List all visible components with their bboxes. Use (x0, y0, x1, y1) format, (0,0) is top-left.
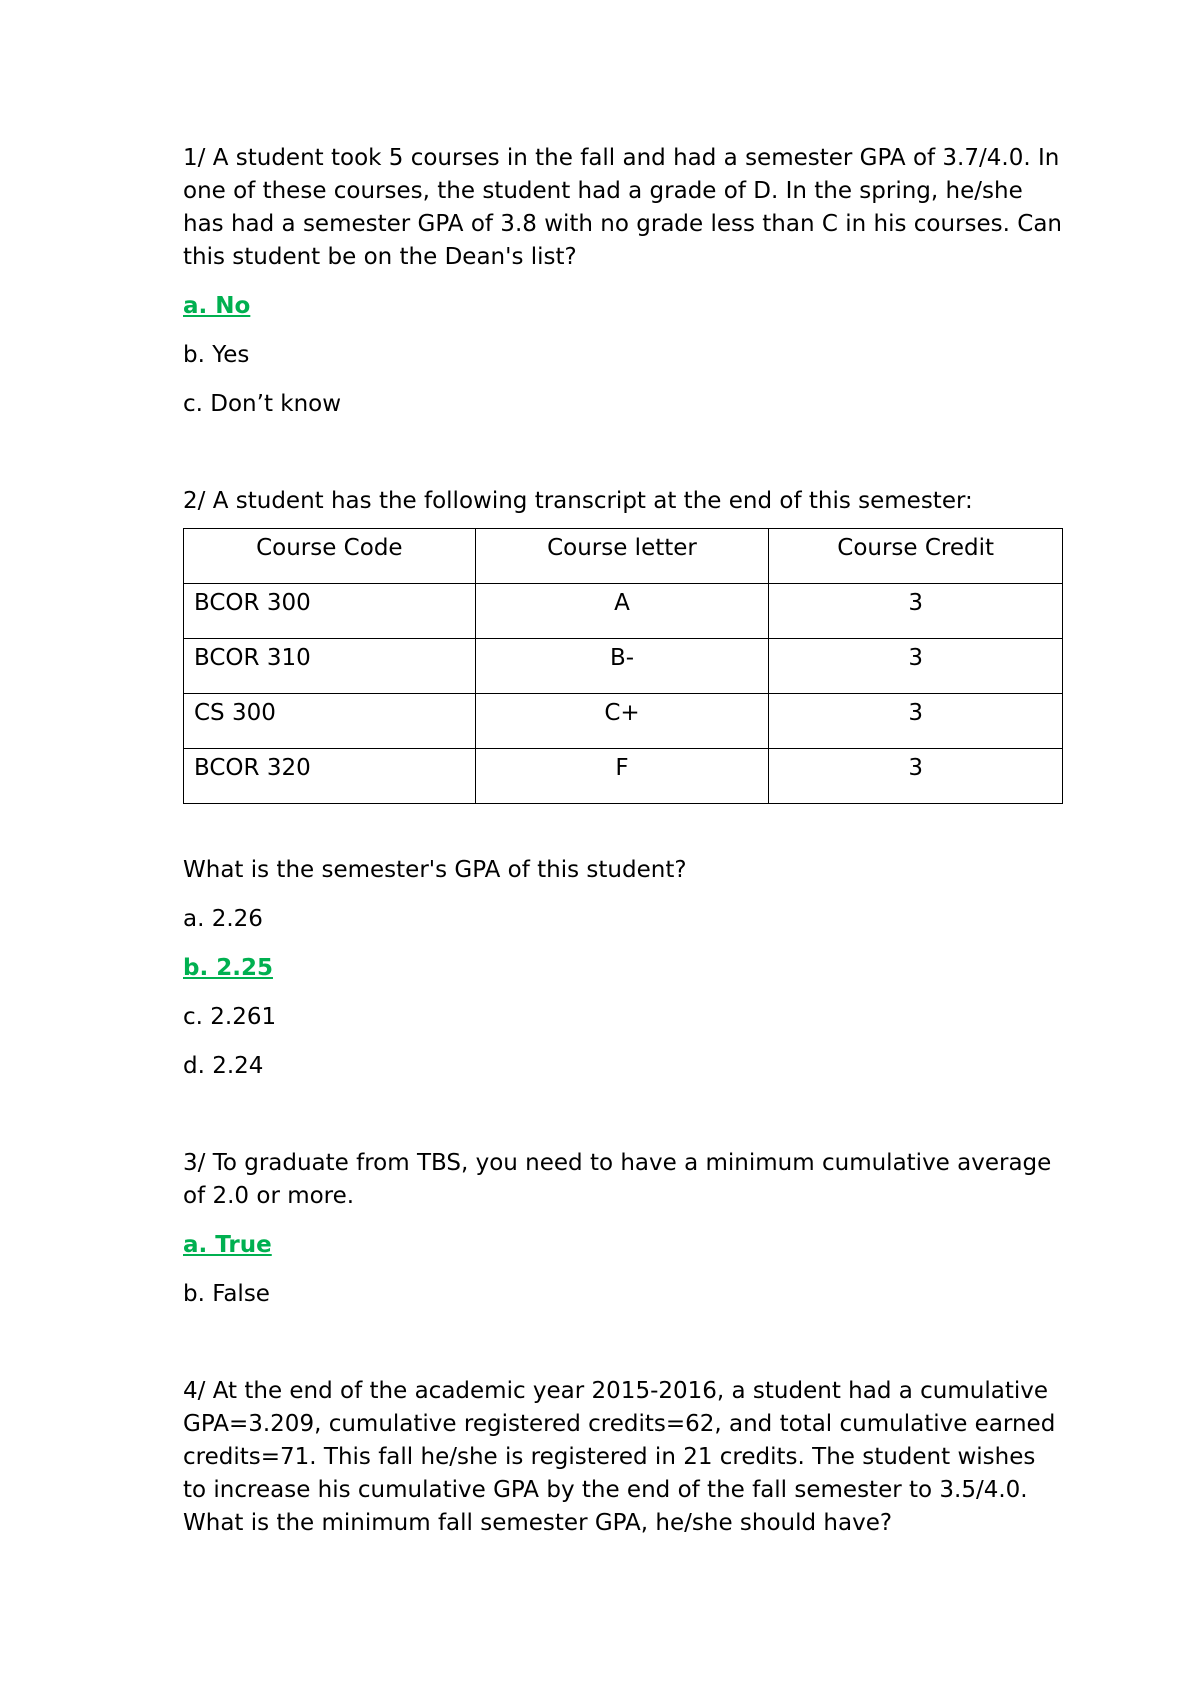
table-row (184, 749, 1063, 804)
q1-option-a: a. No (183, 293, 251, 319)
q3-option-a: a. True (183, 1232, 272, 1258)
cell-course-credit: 3 (769, 584, 1063, 639)
question-1-text: 1/ A student took 5 courses in the fall and had a semester GPA of 3.7/4.0. In one of these courses, the student had a grade of D. In the spring, he/she has had a semester GPA of 3.8 with no grade less than C in his courses. Can this student be on the Dean's list? (183, 145, 1062, 270)
header-course-credit: Course Credit (769, 529, 1063, 584)
cell-course-credit: 3 (769, 694, 1063, 749)
q1-option-b: b. Yes (183, 342, 250, 368)
cell-course-letter: F (475, 749, 769, 804)
header-course-code: Course Code (184, 529, 476, 584)
question-3-text: 3/ To graduate from TBS, you need to have a minimum cumulative average of 2.0 or more. (183, 1150, 1052, 1209)
cell-course-code: BCOR 300 (184, 584, 476, 639)
question-2-followup: What is the semester's GPA of this student? (183, 857, 687, 883)
question-4-text: 4/ At the end of the academic year 2015-2016, a student had a cumulative GPA=3.209, cumulative registered credits=62, and total cumulative earned credits=71. This fall he/she is registered in 21 credits. The student wishes to increase his cumulative GPA by the end of the fall semester to 3.5/4.0. What is the minimum fall semester GPA, he/she should have? (183, 1378, 1056, 1536)
cell-course-code: CS 300 (184, 694, 476, 749)
q1-option-c: c. Don’t know (183, 391, 342, 417)
cell-course-letter: A (475, 584, 769, 639)
spacer (183, 1099, 1063, 1147)
cell-course-credit: 3 (769, 749, 1063, 804)
spacer (183, 1327, 1063, 1375)
table-row (184, 639, 1063, 694)
q2-option-a: a. 2.26 (183, 906, 263, 932)
header-course-letter: Course letter (475, 529, 769, 584)
transcript-table (183, 528, 1063, 804)
question-2-text: 2/ A student has the following transcript at the end of this semester: (183, 488, 973, 514)
cell-course-credit: 3 (769, 639, 1063, 694)
cell-course-letter: C+ (475, 694, 769, 749)
q2-option-c: c. 2.261 (183, 1004, 277, 1030)
cell-course-code: BCOR 310 (184, 639, 476, 694)
table-row (184, 694, 1063, 749)
spacer (183, 437, 1063, 485)
q2-option-d: d. 2.24 (183, 1053, 264, 1079)
table-row (184, 584, 1063, 639)
cell-course-code: BCOR 320 (184, 749, 476, 804)
table-header-row (184, 529, 1063, 584)
document-page (183, 142, 1063, 1540)
q2-option-b: b. 2.25 (183, 955, 273, 981)
cell-course-letter: B- (475, 639, 769, 694)
q3-option-b: b. False (183, 1281, 270, 1307)
